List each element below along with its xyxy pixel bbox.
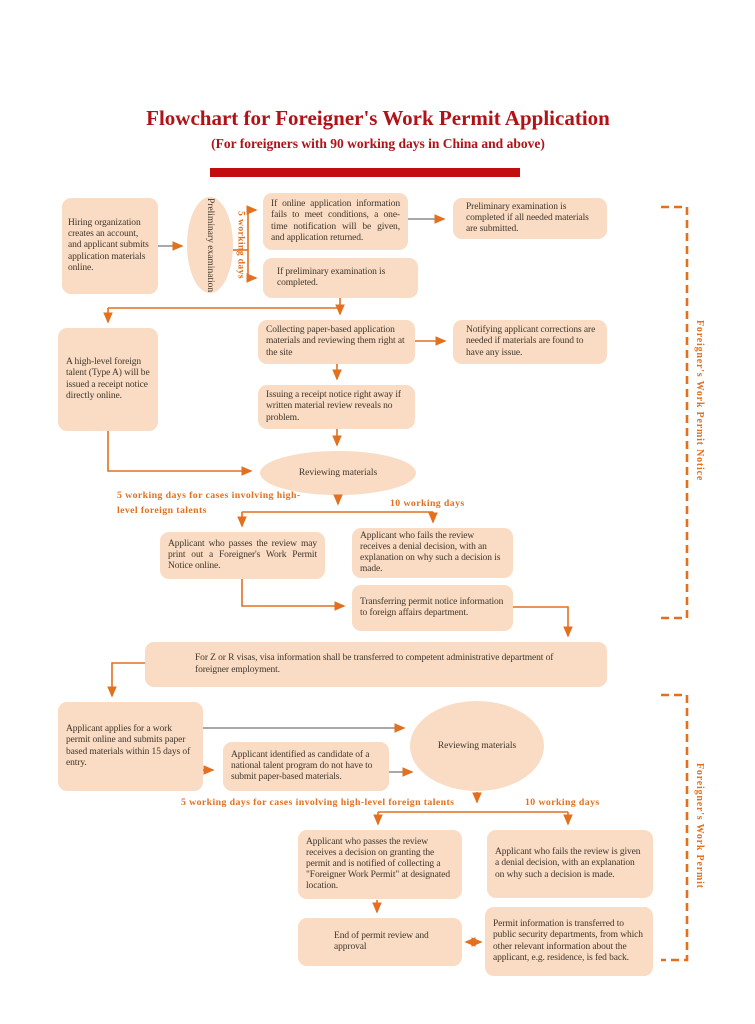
side-label-work-permit: Foreigner's Work Permit bbox=[694, 763, 705, 889]
node-online-fail bbox=[263, 193, 408, 250]
node-national-talent bbox=[223, 742, 389, 791]
node-label: Hiring organization creates an account, and applicant submits application materials online. bbox=[68, 218, 149, 273]
node-end-review bbox=[298, 918, 462, 966]
node-label: Notifying applicant corrections are needed if materials are found to have any issue. bbox=[466, 325, 596, 358]
node-permit-info-security bbox=[485, 907, 653, 976]
node-issuing-receipt bbox=[258, 385, 415, 429]
node-passes-print-notice bbox=[160, 532, 325, 579]
node-notifying-corrections bbox=[453, 320, 607, 364]
node-label: For Z or R visas, visa information shall be transferred to competent administrative department of foreigner employment. bbox=[195, 653, 554, 675]
node-label: Applicant identified as candidate of a national talent program do not have to submit paper-based materials. bbox=[231, 749, 373, 783]
node-prelim-completed-materials bbox=[453, 198, 607, 239]
node-fails-denial-1 bbox=[352, 528, 513, 578]
arrow-talent-to-review1 bbox=[108, 431, 251, 471]
bracket-work-permit-notice bbox=[661, 207, 687, 618]
page-subtitle: (For foreigners with 90 working days in China and above) bbox=[211, 136, 545, 151]
node-label: Collecting paper-based application materials and reviewing them right at the site bbox=[266, 325, 405, 358]
title-underline-bar bbox=[210, 168, 520, 177]
node-label: If preliminary examination is completed. bbox=[277, 266, 386, 288]
arrow-passes-to-transfer bbox=[242, 579, 344, 606]
node-preliminary-examination bbox=[187, 197, 233, 293]
node-passes-collect-permit bbox=[298, 830, 462, 899]
node-label: Reviewing materials bbox=[298, 468, 378, 478]
node-label: Applicant who passes the review may print out a Foreigner's Work Permit Notice online. bbox=[168, 538, 317, 572]
label-5-days-highlevel-1: 5 working days for cases involving high-level foreign talents bbox=[117, 490, 301, 517]
node-label: Preliminary examination bbox=[205, 197, 216, 293]
node-label: Issuing a receipt notice right away if written material review reveals no problem. bbox=[266, 390, 401, 423]
node-transferring-notice bbox=[352, 585, 513, 631]
node-reviewing-materials-2 bbox=[410, 701, 544, 791]
node-hiring-org bbox=[62, 198, 158, 294]
node-applicant-applies bbox=[58, 702, 203, 791]
node-prelim-completed bbox=[263, 258, 418, 298]
label-10-days-1: 10 working days bbox=[390, 498, 465, 509]
node-label: Preliminary examination is completed if all needed materials are submitted. bbox=[466, 201, 589, 235]
node-z-r-visas bbox=[145, 642, 607, 687]
page-title: Flowchart for Foreigner's Work Permit Application bbox=[146, 106, 610, 130]
node-label: End of permit review and approval bbox=[334, 930, 429, 952]
connector-prelimdone-split bbox=[108, 298, 340, 308]
node-label: Reviewing materials bbox=[437, 741, 517, 751]
node-label: Applicant applies for a work permit online and submits paper based materials within 15 days of entry. bbox=[66, 724, 191, 768]
node-high-level-talent bbox=[58, 328, 158, 431]
node-label: Permit information is transferred to public security departments, from which other relevant information about the applicant, e.g. residence, is fed back. bbox=[493, 919, 643, 963]
arrow-zr-to-applies bbox=[112, 663, 145, 696]
node-label: Transferring permit notice information to foreign affairs department. bbox=[360, 596, 504, 618]
label-5-working-days: 5 working days bbox=[235, 211, 247, 279]
label-5-days-highlevel-2: 5 working days for cases involving high-level foreign talents bbox=[181, 797, 455, 808]
node-label: Applicant who fails the review receives a denial decision, with an explanation on why such a decision is made. bbox=[360, 530, 501, 575]
node-collecting-paper bbox=[258, 320, 415, 364]
bracket-work-permit bbox=[661, 695, 687, 960]
side-label-work-permit-notice: Foreigner's Work Permit Notice bbox=[694, 320, 705, 482]
node-fails-denial-2 bbox=[487, 830, 653, 898]
node-label: If online application information fails to meet conditions, a one-time notification will be given, and application returned. bbox=[271, 199, 400, 243]
arrow-transfer-to-zr bbox=[513, 607, 568, 636]
node-label: Applicant who passes the review receives a decision on granting the permit and is notified of collecting a "Foreigner Work Permit" at designated location. bbox=[306, 836, 451, 892]
node-label: A high-level foreign talent (Type A) will be issued a receipt notice directly online. bbox=[66, 357, 150, 401]
node-label: Applicant who fails the review is given a denial decision, with an explanation on why such a decision is made. bbox=[495, 847, 641, 880]
label-10-days-2: 10 working days bbox=[525, 797, 600, 808]
